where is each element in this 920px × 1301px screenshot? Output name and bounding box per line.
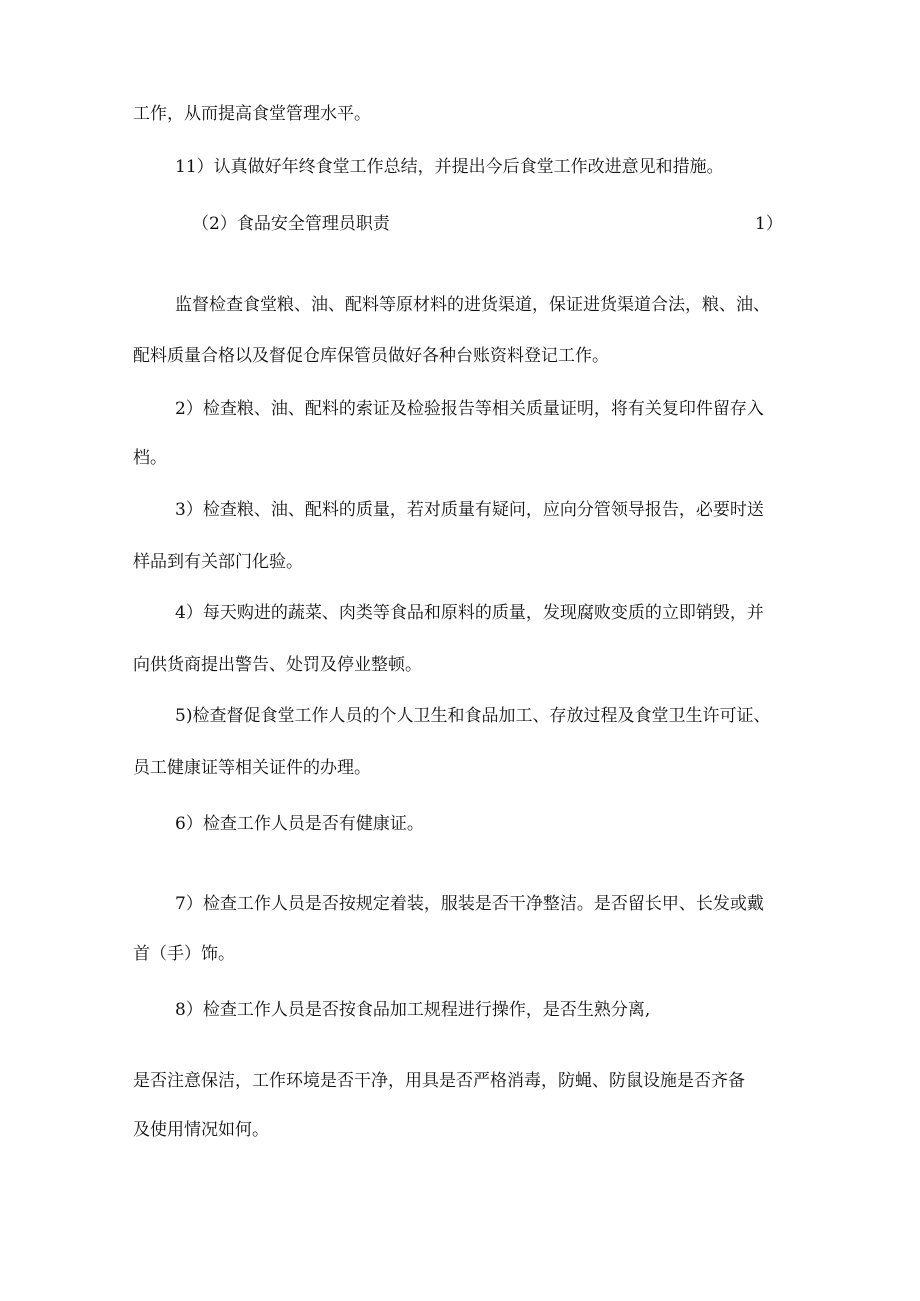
text-line: 2）检查粮、油、配料的索证及检验报告等相关质量证明，将有关复印件留存入 xyxy=(175,399,764,419)
text-line: 5)检查督促食堂工作人员的个人卫生和食品加工、存放过程及食堂卫生许可证、 xyxy=(175,706,771,726)
text-line: 8）检查工作人员是否按食品加工规程进行操作，是否生熟分离, xyxy=(175,1000,651,1020)
text-line: 监督检查食堂粮、油、配料等原材料的进货渠道，保证进货渠道合法，粮、油、 xyxy=(175,295,770,315)
text-line: 及使用情况如何。 xyxy=(133,1120,269,1140)
section-heading: （2）食品安全管理员职责 xyxy=(192,214,390,234)
text-line: 7）检查工作人员是否按规定着装，服装是否干净整洁。是否留长甲、长发或戴 xyxy=(175,894,764,914)
text-line: 4）每天购进的蔬菜、肉类等食品和原料的质量，发现腐败变质的立即销毁，并 xyxy=(175,603,764,623)
text-line: 档。 xyxy=(133,448,167,468)
list-number: 1） xyxy=(755,214,783,234)
text-line: 首（手）饰。 xyxy=(133,944,235,964)
text-line: 是否注意保洁，工作环境是否干净，用具是否严格消毒，防蝇、防鼠设施是否齐备 xyxy=(133,1071,745,1091)
text-line: 样品到有关部门化验。 xyxy=(133,552,303,572)
text-line: 向供货商提出警告、处罚及停业整顿。 xyxy=(133,655,422,675)
text-line: 员工健康证等相关证件的办理。 xyxy=(133,758,371,778)
text-line: 工作，从而提高食堂管理水平。 xyxy=(133,104,371,124)
text-line: 11）认真做好年终食堂工作总结，并提出今后食堂工作改进意见和措施。 xyxy=(175,157,724,177)
text-line: 6）检查工作人员是否有健康证。 xyxy=(175,814,424,834)
text-line: 配料质量合格以及督促仓库保管员做好各种台账资料登记工作。 xyxy=(133,346,609,366)
text-line: 3）检查粮、油、配料的质量，若对质量有疑问，应向分管领导报告，必要时送 xyxy=(175,500,764,520)
